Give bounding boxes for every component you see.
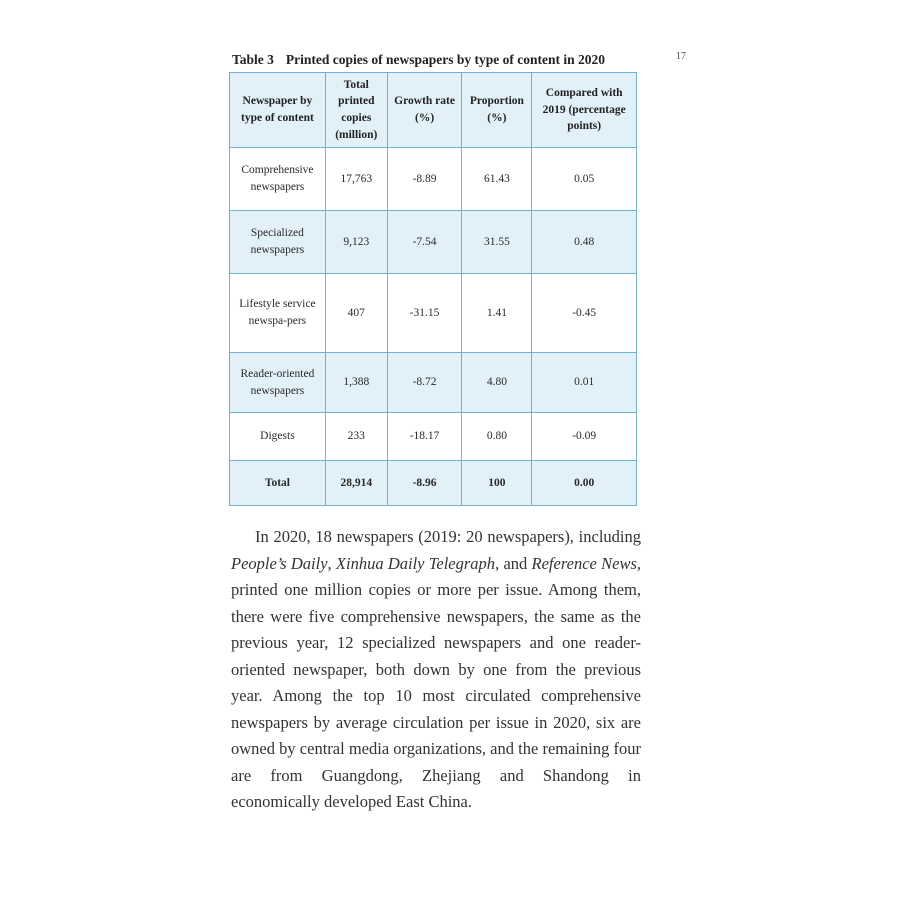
cell-growth: -7.54 [387,211,462,274]
newspaper-title: Xinhua Daily Telegraph [335,553,496,573]
total-compared: 0.00 [532,461,637,506]
table-header-row [230,73,637,148]
cell-copies: 407 [325,274,387,353]
cell-compared: 0.05 [532,148,637,211]
cell-growth: -18.17 [387,413,462,461]
table-title: Printed copies of newspapers by type of content in 2020 [285,52,606,67]
cell-copies: 1,388 [325,353,387,413]
cell-copies: 233 [325,413,387,461]
table-row [230,413,637,461]
cell-type: Specialized newspapers [230,211,326,274]
table-row [230,148,637,211]
newspaper-table [229,72,637,506]
cell-compared: 0.48 [532,211,637,274]
total-growth: -8.96 [387,461,462,506]
paragraph-text: In 2020, 18 newspapers (2019: 20 newspapers), including [255,527,641,546]
total-label: Total [230,461,326,506]
cell-compared: 0.01 [532,353,637,413]
cell-compared: -0.09 [532,413,637,461]
table-label: Table 3 [232,52,274,67]
cell-copies: 9,123 [325,211,387,274]
paragraph-text: , [327,553,336,573]
cell-growth: -31.15 [387,274,462,353]
body-paragraph [231,524,641,816]
cell-type: Comprehensive newspapers [230,148,326,211]
header-growth: Growth rate (%) [387,73,462,148]
paragraph-text: , and [495,553,532,573]
total-copies: 28,914 [325,461,387,506]
cell-proportion: 4.80 [462,353,532,413]
cell-proportion: 31.55 [462,211,532,274]
table-caption [232,52,652,68]
cell-proportion: 0.80 [462,413,532,461]
newspaper-title: People’s Daily [231,553,328,573]
cell-growth: -8.89 [387,148,462,211]
total-proportion: 100 [462,461,532,506]
cell-type: Lifestyle service newspa-pers [230,274,326,353]
table-row [230,353,637,413]
header-compared: Compared with 2019 (percentage points) [532,73,637,148]
table-row [230,211,637,274]
body-text [231,524,641,816]
page-number: 17 [676,51,686,62]
cell-type: Reader-oriented newspapers [230,353,326,413]
table-total-row [230,461,637,506]
newspaper-title: Reference News [531,553,637,573]
cell-proportion: 1.41 [462,274,532,353]
header-copies: Total printed copies (million) [325,73,387,148]
cell-copies: 17,763 [325,148,387,211]
cell-proportion: 61.43 [462,148,532,211]
header-proportion: Proportion (%) [462,73,532,148]
cell-type: Digests [230,413,326,461]
header-type: Newspaper by type of content [230,73,326,148]
cell-compared: -0.45 [532,274,637,353]
paragraph-text: , printed one million copies or more per issue. Among them, there were five comprehensive newspapers, the same as the previous year, 12 specialized newspapers and one reader-oriented newspaper, both down by one from the previous year. Among the top 10 most circulated comprehensive newspapers by average circulation per issue in 2020, six are owned by central media organizations, and the remaining four are from Guangdong, Zhejiang and Shandong in economically developed East China. [231,553,642,811]
table-row [230,274,637,353]
cell-growth: -8.72 [387,353,462,413]
